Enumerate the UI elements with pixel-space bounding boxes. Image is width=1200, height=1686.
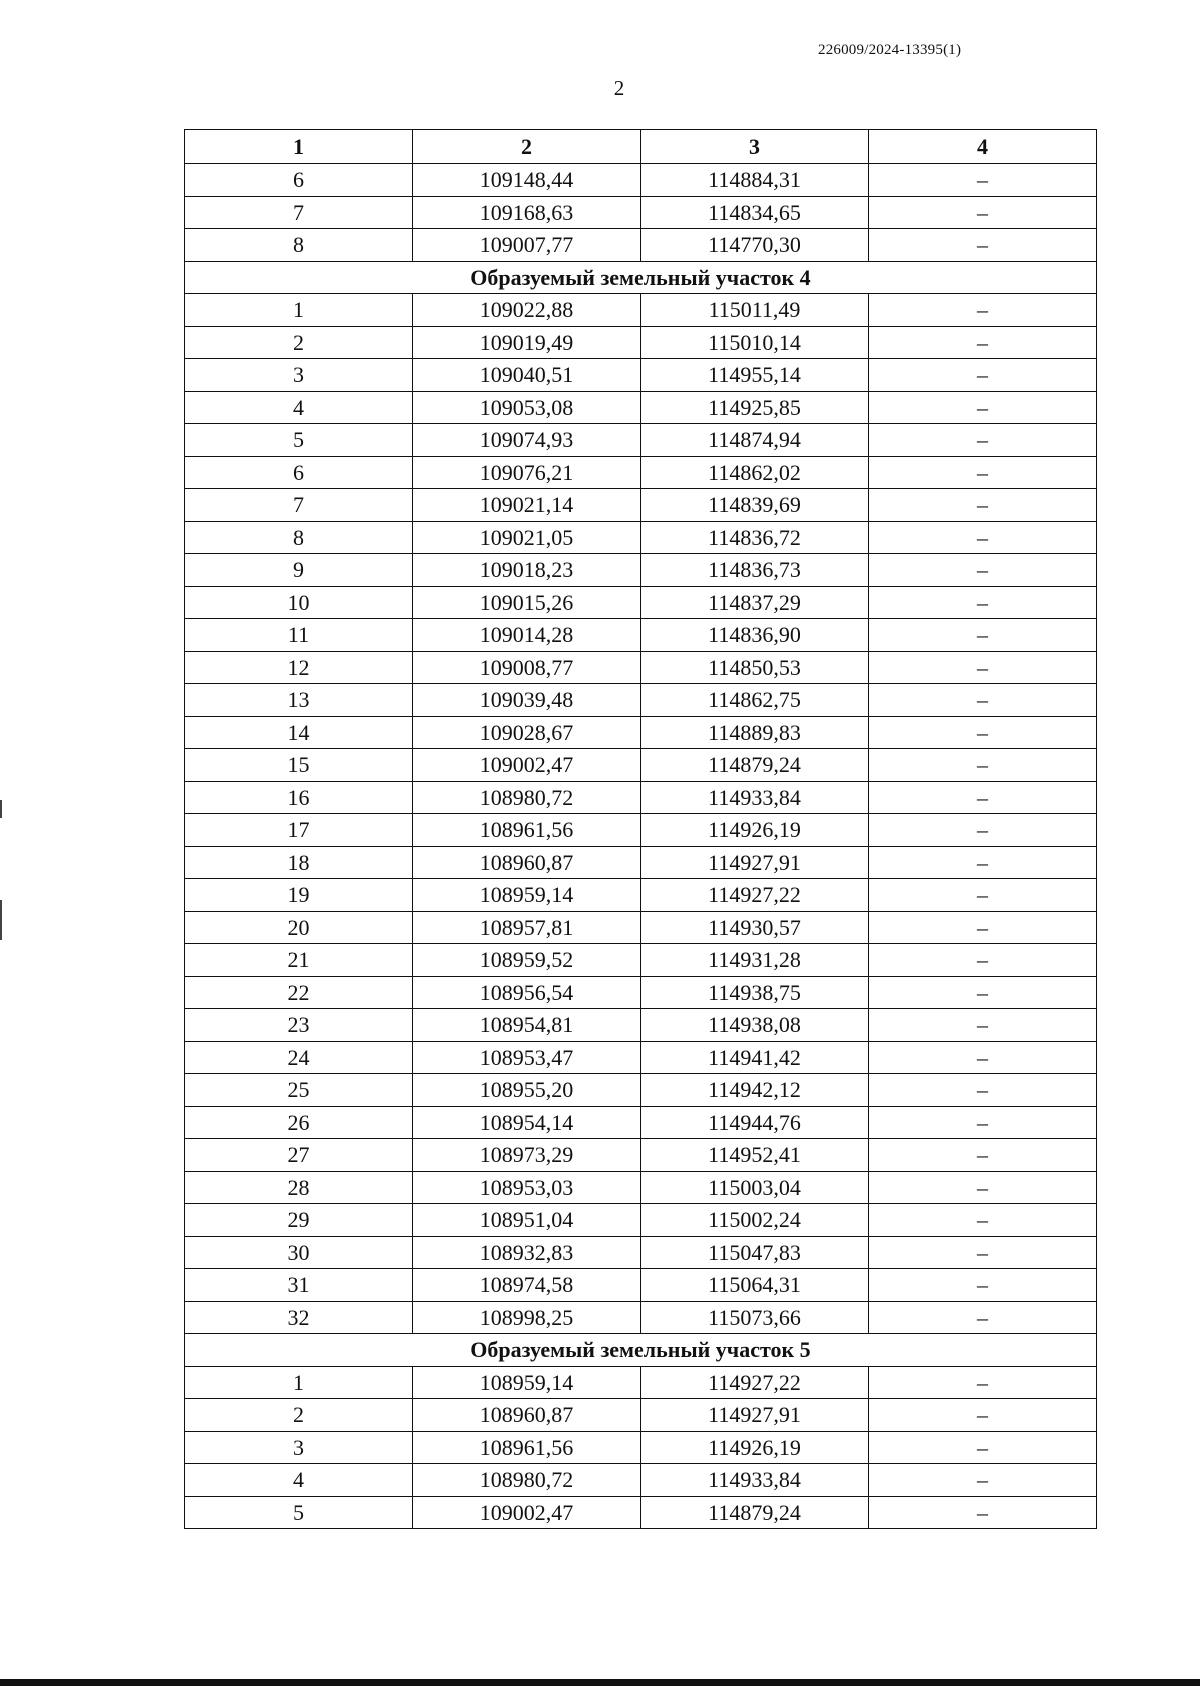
column-4-cell: – <box>869 489 1097 522</box>
y-coordinate-cell: 114927,91 <box>641 1399 869 1432</box>
x-coordinate-cell: 108932,83 <box>413 1236 641 1269</box>
table-row <box>185 1366 1097 1399</box>
x-coordinate-cell: 109002,47 <box>413 749 641 782</box>
column-4-cell: – <box>869 1431 1097 1464</box>
table-row <box>185 521 1097 554</box>
column-4-cell: – <box>869 944 1097 977</box>
column-4-cell: – <box>869 1106 1097 1139</box>
point-number-cell: 25 <box>185 1074 413 1107</box>
point-number-cell: 24 <box>185 1041 413 1074</box>
page-number: 2 <box>613 76 625 100</box>
table-row <box>185 749 1097 782</box>
column-4-cell: – <box>869 1399 1097 1432</box>
y-coordinate-cell: 114850,53 <box>641 651 869 684</box>
column-4-cell: – <box>869 359 1097 392</box>
x-coordinate-cell: 109015,26 <box>413 586 641 619</box>
y-coordinate-cell: 114879,24 <box>641 749 869 782</box>
table-header <box>185 130 1097 164</box>
column-4-cell: – <box>869 1366 1097 1399</box>
point-number-cell: 4 <box>185 1464 413 1497</box>
y-coordinate-cell: 114836,72 <box>641 521 869 554</box>
point-number-cell: 30 <box>185 1236 413 1269</box>
x-coordinate-cell: 109018,23 <box>413 554 641 587</box>
table-row <box>185 1171 1097 1204</box>
x-coordinate-cell: 108973,29 <box>413 1139 641 1172</box>
y-coordinate-cell: 114834,65 <box>641 196 869 229</box>
table-row <box>185 586 1097 619</box>
y-coordinate-cell: 114879,24 <box>641 1496 869 1529</box>
table-row <box>185 456 1097 489</box>
y-coordinate-cell: 115011,49 <box>641 294 869 327</box>
x-coordinate-cell: 109014,28 <box>413 619 641 652</box>
point-number-cell: 31 <box>185 1269 413 1302</box>
point-number-cell: 18 <box>185 846 413 879</box>
table-row <box>185 489 1097 522</box>
scan-artifact <box>0 800 2 818</box>
point-number-cell: 4 <box>185 391 413 424</box>
column-4-cell: – <box>869 911 1097 944</box>
x-coordinate-cell: 108959,14 <box>413 879 641 912</box>
table-row <box>185 1204 1097 1237</box>
y-coordinate-cell: 114884,31 <box>641 164 869 197</box>
x-coordinate-cell: 109019,49 <box>413 326 641 359</box>
point-number-cell: 7 <box>185 489 413 522</box>
column-4-cell: – <box>869 619 1097 652</box>
x-coordinate-cell: 109021,05 <box>413 521 641 554</box>
y-coordinate-cell: 114862,75 <box>641 684 869 717</box>
point-number-cell: 5 <box>185 1496 413 1529</box>
x-coordinate-cell: 108959,14 <box>413 1366 641 1399</box>
table-row <box>185 781 1097 814</box>
table-row <box>185 846 1097 879</box>
y-coordinate-cell: 115010,14 <box>641 326 869 359</box>
table-row <box>185 1399 1097 1432</box>
x-coordinate-cell: 109039,48 <box>413 684 641 717</box>
table-row <box>185 684 1097 717</box>
point-number-cell: 15 <box>185 749 413 782</box>
column-4-cell: – <box>869 1301 1097 1334</box>
x-coordinate-cell: 108954,81 <box>413 1009 641 1042</box>
x-coordinate-cell: 109002,47 <box>413 1496 641 1529</box>
column-header-4: 4 <box>869 130 1097 164</box>
y-coordinate-cell: 114952,41 <box>641 1139 869 1172</box>
point-number-cell: 8 <box>185 521 413 554</box>
y-coordinate-cell: 114770,30 <box>641 229 869 262</box>
column-4-cell: – <box>869 976 1097 1009</box>
y-coordinate-cell: 114925,85 <box>641 391 869 424</box>
point-number-cell: 13 <box>185 684 413 717</box>
column-4-cell: – <box>869 1171 1097 1204</box>
x-coordinate-cell: 108955,20 <box>413 1074 641 1107</box>
column-4-cell: – <box>869 814 1097 847</box>
column-4-cell: – <box>869 521 1097 554</box>
y-coordinate-cell: 114927,22 <box>641 879 869 912</box>
point-number-cell: 3 <box>185 1431 413 1464</box>
point-number-cell: 1 <box>185 1366 413 1399</box>
table-row <box>185 294 1097 327</box>
column-4-cell: – <box>869 846 1097 879</box>
y-coordinate-cell: 115003,04 <box>641 1171 869 1204</box>
x-coordinate-cell: 109022,88 <box>413 294 641 327</box>
x-coordinate-cell: 108953,47 <box>413 1041 641 1074</box>
x-coordinate-cell: 109168,63 <box>413 196 641 229</box>
point-number-cell: 10 <box>185 586 413 619</box>
y-coordinate-cell: 114836,90 <box>641 619 869 652</box>
x-coordinate-cell: 109053,08 <box>413 391 641 424</box>
point-number-cell: 9 <box>185 554 413 587</box>
x-coordinate-cell: 109021,14 <box>413 489 641 522</box>
column-4-cell: – <box>869 749 1097 782</box>
x-coordinate-cell: 109074,93 <box>413 424 641 457</box>
table-row <box>185 326 1097 359</box>
table-row <box>185 1139 1097 1172</box>
x-coordinate-cell: 109007,77 <box>413 229 641 262</box>
column-4-cell: – <box>869 1041 1097 1074</box>
column-4-cell: – <box>869 196 1097 229</box>
x-coordinate-cell: 108954,14 <box>413 1106 641 1139</box>
y-coordinate-cell: 114927,91 <box>641 846 869 879</box>
column-header-3: 3 <box>641 130 869 164</box>
column-4-cell: – <box>869 424 1097 457</box>
column-4-cell: – <box>869 1204 1097 1237</box>
x-coordinate-cell: 108980,72 <box>413 781 641 814</box>
point-number-cell: 23 <box>185 1009 413 1042</box>
coordinates-table <box>184 129 1097 1529</box>
section-title: Образуемый земельный участок 4 <box>185 261 1097 294</box>
point-number-cell: 7 <box>185 196 413 229</box>
y-coordinate-cell: 114837,29 <box>641 586 869 619</box>
document-registration-number: 226009/2024-13395(1) <box>818 42 962 58</box>
y-coordinate-cell: 114862,02 <box>641 456 869 489</box>
point-number-cell: 20 <box>185 911 413 944</box>
y-coordinate-cell: 114933,84 <box>641 1464 869 1497</box>
point-number-cell: 27 <box>185 1139 413 1172</box>
point-number-cell: 6 <box>185 456 413 489</box>
y-coordinate-cell: 114874,94 <box>641 424 869 457</box>
table-row <box>185 1236 1097 1269</box>
x-coordinate-cell: 108960,87 <box>413 846 641 879</box>
y-coordinate-cell: 114942,12 <box>641 1074 869 1107</box>
table-row <box>185 1009 1097 1042</box>
column-4-cell: – <box>869 164 1097 197</box>
column-4-cell: – <box>869 1139 1097 1172</box>
column-4-cell: – <box>869 1074 1097 1107</box>
y-coordinate-cell: 114944,76 <box>641 1106 869 1139</box>
y-coordinate-cell: 114926,19 <box>641 1431 869 1464</box>
table-row <box>185 1464 1097 1497</box>
table-row <box>185 879 1097 912</box>
column-header-1: 1 <box>185 130 413 164</box>
point-number-cell: 26 <box>185 1106 413 1139</box>
point-number-cell: 19 <box>185 879 413 912</box>
table-row <box>185 196 1097 229</box>
x-coordinate-cell: 108961,56 <box>413 1431 641 1464</box>
table-row <box>185 1269 1097 1302</box>
y-coordinate-cell: 114889,83 <box>641 716 869 749</box>
x-coordinate-cell: 108974,58 <box>413 1269 641 1302</box>
x-coordinate-cell: 108951,04 <box>413 1204 641 1237</box>
column-4-cell: – <box>869 554 1097 587</box>
y-coordinate-cell: 114927,22 <box>641 1366 869 1399</box>
point-number-cell: 2 <box>185 326 413 359</box>
point-number-cell: 14 <box>185 716 413 749</box>
x-coordinate-cell: 108956,54 <box>413 976 641 1009</box>
column-4-cell: – <box>869 391 1097 424</box>
column-4-cell: – <box>869 1496 1097 1529</box>
y-coordinate-cell: 115047,83 <box>641 1236 869 1269</box>
x-coordinate-cell: 109040,51 <box>413 359 641 392</box>
point-number-cell: 16 <box>185 781 413 814</box>
point-number-cell: 22 <box>185 976 413 1009</box>
table-row <box>185 1041 1097 1074</box>
y-coordinate-cell: 114926,19 <box>641 814 869 847</box>
x-coordinate-cell: 108998,25 <box>413 1301 641 1334</box>
point-number-cell: 2 <box>185 1399 413 1432</box>
y-coordinate-cell: 114941,42 <box>641 1041 869 1074</box>
x-coordinate-cell: 108953,03 <box>413 1171 641 1204</box>
column-4-cell: – <box>869 1464 1097 1497</box>
table-row <box>185 1301 1097 1334</box>
table-row <box>185 911 1097 944</box>
table-row <box>185 976 1097 1009</box>
scan-artifact <box>0 900 2 940</box>
table-row <box>185 164 1097 197</box>
section-title-row <box>185 1334 1097 1367</box>
column-4-cell: – <box>869 684 1097 717</box>
table-row <box>185 814 1097 847</box>
table-row <box>185 359 1097 392</box>
scan-bottom-edge <box>0 1679 1200 1686</box>
column-4-cell: – <box>869 456 1097 489</box>
table-row <box>185 554 1097 587</box>
column-4-cell: – <box>869 716 1097 749</box>
y-coordinate-cell: 114836,73 <box>641 554 869 587</box>
point-number-cell: 1 <box>185 294 413 327</box>
table-row <box>185 1074 1097 1107</box>
x-coordinate-cell: 108959,52 <box>413 944 641 977</box>
column-4-cell: – <box>869 294 1097 327</box>
table-row <box>185 716 1097 749</box>
y-coordinate-cell: 114933,84 <box>641 781 869 814</box>
point-number-cell: 11 <box>185 619 413 652</box>
section-title: Образуемый земельный участок 5 <box>185 1334 1097 1367</box>
point-number-cell: 12 <box>185 651 413 684</box>
column-4-cell: – <box>869 326 1097 359</box>
table-row <box>185 1496 1097 1529</box>
x-coordinate-cell: 108957,81 <box>413 911 641 944</box>
y-coordinate-cell: 114839,69 <box>641 489 869 522</box>
point-number-cell: 5 <box>185 424 413 457</box>
point-number-cell: 32 <box>185 1301 413 1334</box>
x-coordinate-cell: 108980,72 <box>413 1464 641 1497</box>
x-coordinate-cell: 109076,21 <box>413 456 641 489</box>
table-row <box>185 1106 1097 1139</box>
column-4-cell: – <box>869 1236 1097 1269</box>
point-number-cell: 29 <box>185 1204 413 1237</box>
y-coordinate-cell: 114930,57 <box>641 911 869 944</box>
column-4-cell: – <box>869 651 1097 684</box>
column-header-2: 2 <box>413 130 641 164</box>
y-coordinate-cell: 114931,28 <box>641 944 869 977</box>
table-body <box>185 164 1097 1529</box>
table-row <box>185 424 1097 457</box>
table-row <box>185 1431 1097 1464</box>
point-number-cell: 21 <box>185 944 413 977</box>
column-4-cell: – <box>869 586 1097 619</box>
column-4-cell: – <box>869 781 1097 814</box>
y-coordinate-cell: 114938,75 <box>641 976 869 1009</box>
column-4-cell: – <box>869 1269 1097 1302</box>
table-row <box>185 229 1097 262</box>
x-coordinate-cell: 108960,87 <box>413 1399 641 1432</box>
y-coordinate-cell: 114938,08 <box>641 1009 869 1042</box>
table-row <box>185 944 1097 977</box>
table-row <box>185 391 1097 424</box>
column-4-cell: – <box>869 229 1097 262</box>
x-coordinate-cell: 109008,77 <box>413 651 641 684</box>
y-coordinate-cell: 115073,66 <box>641 1301 869 1334</box>
section-title-row <box>185 261 1097 294</box>
point-number-cell: 28 <box>185 1171 413 1204</box>
point-number-cell: 8 <box>185 229 413 262</box>
point-number-cell: 17 <box>185 814 413 847</box>
table-header-row <box>185 130 1097 164</box>
x-coordinate-cell: 109148,44 <box>413 164 641 197</box>
point-number-cell: 3 <box>185 359 413 392</box>
point-number-cell: 6 <box>185 164 413 197</box>
x-coordinate-cell: 109028,67 <box>413 716 641 749</box>
x-coordinate-cell: 108961,56 <box>413 814 641 847</box>
y-coordinate-cell: 114955,14 <box>641 359 869 392</box>
y-coordinate-cell: 115064,31 <box>641 1269 869 1302</box>
y-coordinate-cell: 115002,24 <box>641 1204 869 1237</box>
column-4-cell: – <box>869 1009 1097 1042</box>
table-row <box>185 619 1097 652</box>
column-4-cell: – <box>869 879 1097 912</box>
table-row <box>185 651 1097 684</box>
